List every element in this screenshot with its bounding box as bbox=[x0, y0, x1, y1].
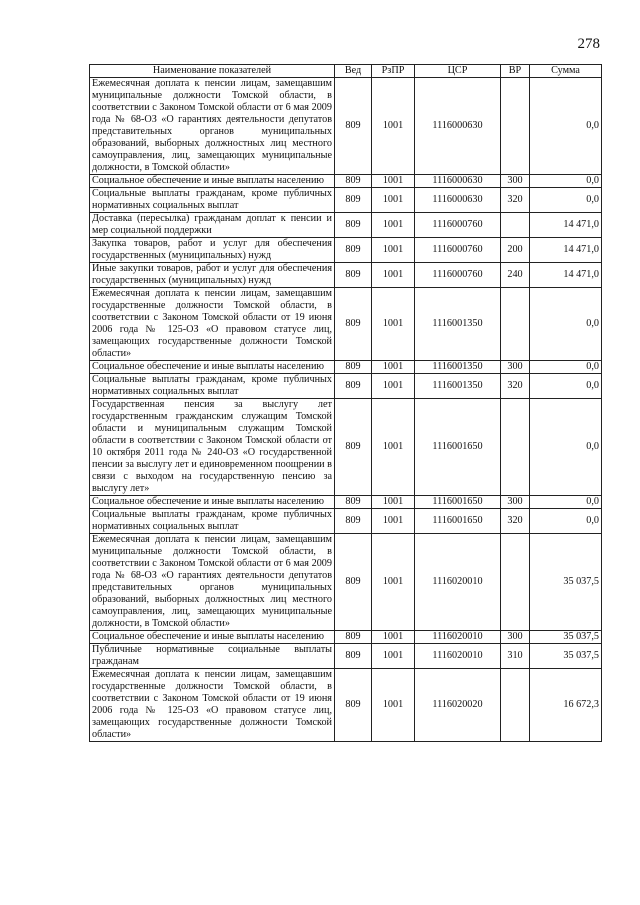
row-vr: 320 bbox=[501, 509, 530, 534]
table-row bbox=[90, 238, 602, 263]
row-ved: 809 bbox=[335, 188, 372, 213]
row-rzpr: 1001 bbox=[372, 361, 415, 374]
row-ved: 809 bbox=[335, 509, 372, 534]
row-rzpr: 1001 bbox=[372, 263, 415, 288]
row-ved: 809 bbox=[335, 644, 372, 669]
row-sum: 14 471,0 bbox=[530, 263, 602, 288]
row-csr: 1116000630 bbox=[415, 175, 501, 188]
row-csr: 1116020010 bbox=[415, 644, 501, 669]
row-csr: 1116001650 bbox=[415, 496, 501, 509]
row-ved: 809 bbox=[335, 374, 372, 399]
row-name: Ежемесячная доплата к пенсии лицам, замещавшим муниципальные должности Томской области, в соответствии с Законом Томской области от 6 мая 2009 года № 68-ОЗ «О гарантиях деятельности депутатов представительных органов муниципальных образований, выборных должностных лиц местного самоуправления, лиц, замещающих муниципальные должности, в Томской области» bbox=[90, 78, 335, 175]
row-rzpr: 1001 bbox=[372, 399, 415, 496]
row-name: Социальное обеспечение и иные выплаты населению bbox=[90, 175, 335, 188]
row-name: Социальное обеспечение и иные выплаты населению bbox=[90, 496, 335, 509]
header-sum: Сумма bbox=[530, 65, 602, 78]
row-vr: 300 bbox=[501, 496, 530, 509]
row-name: Социальное обеспечение и иные выплаты населению bbox=[90, 631, 335, 644]
row-vr: 300 bbox=[501, 631, 530, 644]
row-csr: 1116020010 bbox=[415, 534, 501, 631]
row-csr: 1116000760 bbox=[415, 263, 501, 288]
row-ved: 809 bbox=[335, 238, 372, 263]
row-ved: 809 bbox=[335, 631, 372, 644]
row-csr: 1116000630 bbox=[415, 188, 501, 213]
row-ved: 809 bbox=[335, 288, 372, 361]
table-row bbox=[90, 213, 602, 238]
row-rzpr: 1001 bbox=[372, 631, 415, 644]
row-ved: 809 bbox=[335, 399, 372, 496]
table-row bbox=[90, 288, 602, 361]
row-sum: 0,0 bbox=[530, 374, 602, 399]
row-name: Доставка (пересылка) гражданам доплат к пенсии и мер социальной поддержки bbox=[90, 213, 335, 238]
row-vr: 320 bbox=[501, 188, 530, 213]
row-vr bbox=[501, 78, 530, 175]
row-name: Социальные выплаты гражданам, кроме публичных нормативных социальных выплат bbox=[90, 188, 335, 213]
row-rzpr: 1001 bbox=[372, 669, 415, 742]
row-vr: 300 bbox=[501, 361, 530, 374]
row-vr: 320 bbox=[501, 374, 530, 399]
row-ved: 809 bbox=[335, 263, 372, 288]
row-sum: 0,0 bbox=[530, 188, 602, 213]
row-ved: 809 bbox=[335, 496, 372, 509]
row-rzpr: 1001 bbox=[372, 374, 415, 399]
row-sum: 0,0 bbox=[530, 175, 602, 188]
table-row bbox=[90, 669, 602, 742]
row-name: Публичные нормативные социальные выплаты гражданам bbox=[90, 644, 335, 669]
row-sum: 35 037,5 bbox=[530, 631, 602, 644]
row-sum: 35 037,5 bbox=[530, 534, 602, 631]
row-csr: 1116000760 bbox=[415, 238, 501, 263]
row-ved: 809 bbox=[335, 175, 372, 188]
header-rzpr: РзПР bbox=[372, 65, 415, 78]
row-ved: 809 bbox=[335, 361, 372, 374]
row-sum: 0,0 bbox=[530, 496, 602, 509]
header-name: Наименование показателей bbox=[90, 65, 335, 78]
row-name: Закупка товаров, работ и услуг для обеспечения государственных (муниципальных) нужд bbox=[90, 238, 335, 263]
row-rzpr: 1001 bbox=[372, 534, 415, 631]
table-header bbox=[90, 65, 602, 78]
row-name: Социальное обеспечение и иные выплаты населению bbox=[90, 361, 335, 374]
table-row bbox=[90, 175, 602, 188]
table-row bbox=[90, 644, 602, 669]
row-csr: 1116020020 bbox=[415, 669, 501, 742]
row-name: Иные закупки товаров, работ и услуг для обеспечения государственных (муниципальных) нужд bbox=[90, 263, 335, 288]
row-sum: 0,0 bbox=[530, 399, 602, 496]
table-row bbox=[90, 263, 602, 288]
row-sum: 0,0 bbox=[530, 288, 602, 361]
row-ved: 809 bbox=[335, 213, 372, 238]
row-csr: 1116001350 bbox=[415, 374, 501, 399]
row-rzpr: 1001 bbox=[372, 78, 415, 175]
row-vr bbox=[501, 669, 530, 742]
table-row bbox=[90, 534, 602, 631]
row-name: Ежемесячная доплата к пенсии лицам, замещавшим муниципальные должности Томской области, в соответствии с Законом Томской области от 6 мая 2009 года № 68-ОЗ «О гарантиях деятельности депутатов представительных органов муниципальных образований, выборных должностных лиц местного самоуправления, лиц, замещающих муниципальные должности, в Томской области» bbox=[90, 534, 335, 631]
row-name: Ежемесячная доплата к пенсии лицам, замещавшим государственные должности Томской области, в соответствии с Законом Томской области от 19 июня 2006 года № 125-ОЗ «О правовом статусе лиц, замещающих государственные должности Томской области» bbox=[90, 669, 335, 742]
row-csr: 1116001350 bbox=[415, 361, 501, 374]
header-row bbox=[90, 65, 602, 78]
header-vr: ВР bbox=[501, 65, 530, 78]
row-sum: 0,0 bbox=[530, 361, 602, 374]
table-row bbox=[90, 188, 602, 213]
row-vr bbox=[501, 534, 530, 631]
row-ved: 809 bbox=[335, 78, 372, 175]
table-body bbox=[90, 78, 602, 742]
table-row bbox=[90, 78, 602, 175]
row-sum: 14 471,0 bbox=[530, 213, 602, 238]
row-vr bbox=[501, 288, 530, 361]
row-name: Ежемесячная доплата к пенсии лицам, замещавшим государственные должности Томской области, в соответствии с Законом Томской области от 19 июня 2006 года № 125-ОЗ «О правовом статусе лиц, замещающих государственные должности Томской области» bbox=[90, 288, 335, 361]
row-rzpr: 1001 bbox=[372, 175, 415, 188]
row-vr: 200 bbox=[501, 238, 530, 263]
table-row bbox=[90, 374, 602, 399]
row-csr: 1116001650 bbox=[415, 509, 501, 534]
row-rzpr: 1001 bbox=[372, 288, 415, 361]
row-rzpr: 1001 bbox=[372, 509, 415, 534]
row-csr: 1116000760 bbox=[415, 213, 501, 238]
row-rzpr: 1001 bbox=[372, 496, 415, 509]
budget-table bbox=[89, 64, 602, 742]
row-rzpr: 1001 bbox=[372, 213, 415, 238]
table-row bbox=[90, 399, 602, 496]
row-name: Социальные выплаты гражданам, кроме публичных нормативных социальных выплат bbox=[90, 374, 335, 399]
row-vr: 310 bbox=[501, 644, 530, 669]
row-sum: 14 471,0 bbox=[530, 238, 602, 263]
table-row bbox=[90, 496, 602, 509]
row-sum: 0,0 bbox=[530, 78, 602, 175]
row-rzpr: 1001 bbox=[372, 644, 415, 669]
header-csr: ЦСР bbox=[415, 65, 501, 78]
table-row bbox=[90, 631, 602, 644]
row-csr: 1116001650 bbox=[415, 399, 501, 496]
header-ved: Вед bbox=[335, 65, 372, 78]
row-csr: 1116001350 bbox=[415, 288, 501, 361]
row-rzpr: 1001 bbox=[372, 238, 415, 263]
row-vr: 300 bbox=[501, 175, 530, 188]
row-sum: 35 037,5 bbox=[530, 644, 602, 669]
row-ved: 809 bbox=[335, 534, 372, 631]
row-rzpr: 1001 bbox=[372, 188, 415, 213]
row-vr bbox=[501, 213, 530, 238]
table-row bbox=[90, 361, 602, 374]
row-vr bbox=[501, 399, 530, 496]
row-sum: 0,0 bbox=[530, 509, 602, 534]
row-sum: 16 672,3 bbox=[530, 669, 602, 742]
row-csr: 1116020010 bbox=[415, 631, 501, 644]
row-vr: 240 bbox=[501, 263, 530, 288]
row-name: Социальные выплаты гражданам, кроме публичных нормативных социальных выплат bbox=[90, 509, 335, 534]
row-csr: 1116000630 bbox=[415, 78, 501, 175]
row-ved: 809 bbox=[335, 669, 372, 742]
table-row bbox=[90, 509, 602, 534]
page-number: 278 bbox=[577, 36, 600, 52]
row-name: Государственная пенсия за выслугу лет государственным гражданским служащим Томской области и муниципальным служащим Томской области в соответствии с Законом Томской области от 10 октября 2011 года № 240-ОЗ «О государственной пенсии за выслугу лет и единовременном поощрении в связи с выходом на государственную пенсию за выслугу лет» bbox=[90, 399, 335, 496]
